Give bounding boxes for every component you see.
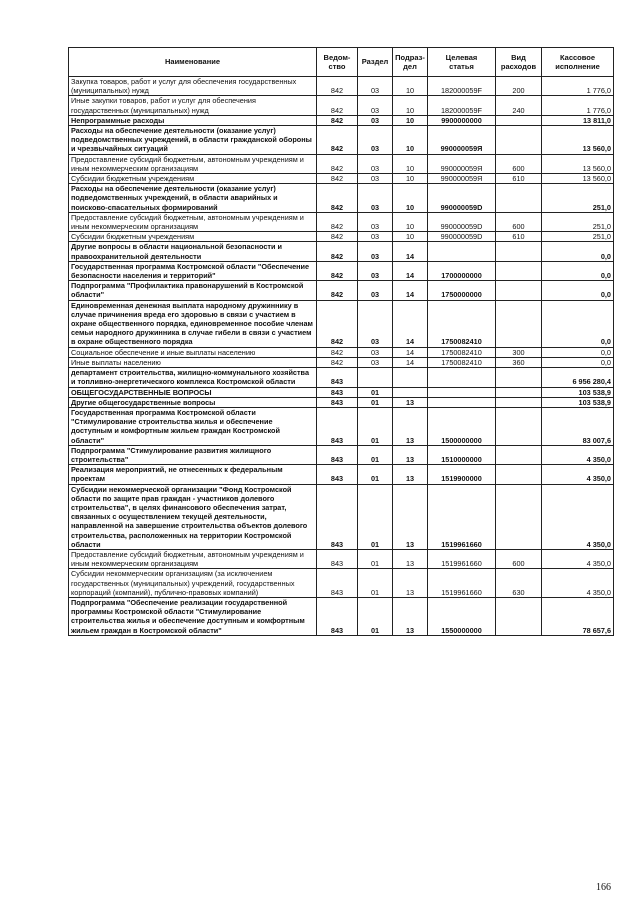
cell-podrazdel: 10 xyxy=(393,212,428,231)
cell-kassovoe-ispolnenie: 0,0 xyxy=(542,347,614,357)
header-celevaya-statya xyxy=(428,48,496,77)
cell-name: Социальное обеспечение и иные выплаты населению xyxy=(69,347,317,357)
cell-kassovoe-ispolnenie: 4 350,0 xyxy=(542,484,614,549)
cell-name: департамент строительства, жилищно-коммунального хозяйства и топливно-энергетического комплекса Костромской области xyxy=(69,368,317,387)
cell-vid-rashodov xyxy=(496,242,542,261)
cell-vedomstvo: 842 xyxy=(317,174,358,184)
cell-razdel xyxy=(358,368,393,387)
cell-vid-rashodov xyxy=(496,597,542,635)
header-vid-text: Вид расходов xyxy=(500,52,537,71)
table-row xyxy=(69,445,614,464)
cell-name: Субсидии бюджетным учреждениям xyxy=(69,174,317,184)
cell-vid-rashodov: 300 xyxy=(496,347,542,357)
cell-celevaya-statya: 1550000000 xyxy=(428,597,496,635)
cell-podrazdel: 10 xyxy=(393,126,428,155)
cell-name: Государственная программа Костромской области "Стимулирование строительства жилья и обеспечение доступным и комфортным жильем граждан Костромской области" xyxy=(69,407,317,445)
cell-celevaya-statya: 182000059F xyxy=(428,96,496,115)
cell-vedomstvo: 843 xyxy=(317,484,358,549)
cell-kassovoe-ispolnenie: 0,0 xyxy=(542,261,614,280)
cell-vedomstvo: 842 xyxy=(317,281,358,300)
cell-vedomstvo: 842 xyxy=(317,212,358,231)
table-row xyxy=(69,174,614,184)
cell-celevaya-statya: 990000059D xyxy=(428,184,496,213)
cell-name: Предоставление субсидий бюджетным, автономным учреждениям и иным некоммерческим организациям xyxy=(69,212,317,231)
cell-kassovoe-ispolnenie: 251,0 xyxy=(542,232,614,242)
cell-podrazdel: 13 xyxy=(393,445,428,464)
cell-razdel: 01 xyxy=(358,387,393,397)
table-body xyxy=(69,77,614,636)
cell-celevaya-statya: 1750082410 xyxy=(428,347,496,357)
table-header-row xyxy=(69,48,614,77)
cell-razdel: 01 xyxy=(358,465,393,484)
cell-razdel: 03 xyxy=(358,242,393,261)
cell-podrazdel: 10 xyxy=(393,174,428,184)
cell-vedomstvo: 842 xyxy=(317,77,358,96)
cell-vid-rashodov: 360 xyxy=(496,357,542,367)
cell-razdel: 03 xyxy=(358,357,393,367)
cell-vid-rashodov xyxy=(496,397,542,407)
cell-razdel: 03 xyxy=(358,212,393,231)
cell-kassovoe-ispolnenie: 103 538,9 xyxy=(542,397,614,407)
header-celevaya-text: Целевая статья xyxy=(445,52,478,71)
cell-razdel: 03 xyxy=(358,77,393,96)
cell-kassovoe-ispolnenie: 0,0 xyxy=(542,281,614,300)
cell-razdel: 03 xyxy=(358,261,393,280)
table-row xyxy=(69,126,614,155)
cell-razdel: 01 xyxy=(358,407,393,445)
cell-podrazdel: 14 xyxy=(393,261,428,280)
cell-vedomstvo: 842 xyxy=(317,300,358,347)
cell-celevaya-statya: 990000059D xyxy=(428,212,496,231)
cell-name: Подпрограмма "Обеспечение реализации государственной программы Костромской области "Стимулирование строительства жилья и обеспечение доступным и комфортным жильем граждан в Костромской области" xyxy=(69,597,317,635)
cell-razdel: 01 xyxy=(358,549,393,568)
cell-celevaya-statya: 1510000000 xyxy=(428,445,496,464)
cell-vedomstvo: 842 xyxy=(317,96,358,115)
cell-celevaya-statya: 1700000000 xyxy=(428,261,496,280)
table-row xyxy=(69,368,614,387)
cell-vedomstvo: 842 xyxy=(317,357,358,367)
cell-vid-rashodov: 600 xyxy=(496,212,542,231)
cell-razdel: 03 xyxy=(358,174,393,184)
cell-vid-rashodov xyxy=(496,126,542,155)
cell-kassovoe-ispolnenie: 103 538,9 xyxy=(542,387,614,397)
cell-vid-rashodov: 600 xyxy=(496,154,542,173)
cell-name: Предоставление субсидий бюджетным, автономным учреждениям и иным некоммерческим организациям xyxy=(69,154,317,173)
cell-kassovoe-ispolnenie: 78 657,6 xyxy=(542,597,614,635)
header-vid-rashodov xyxy=(496,48,542,77)
cell-vedomstvo: 843 xyxy=(317,397,358,407)
cell-name: Непрограммные расходы xyxy=(69,115,317,125)
cell-name: Подпрограмма "Стимулирование развития жилищного строительства" xyxy=(69,445,317,464)
cell-celevaya-statya: 182000059F xyxy=(428,77,496,96)
cell-razdel: 03 xyxy=(358,184,393,213)
cell-name: Реализация мероприятий, не отнесенных к федеральным проектам xyxy=(69,465,317,484)
cell-podrazdel: 13 xyxy=(393,484,428,549)
header-podrazdel xyxy=(393,48,428,77)
table-row xyxy=(69,387,614,397)
table-row xyxy=(69,397,614,407)
cell-kassovoe-ispolnenie: 0,0 xyxy=(542,242,614,261)
cell-celevaya-statya: 9900000000 xyxy=(428,115,496,125)
cell-celevaya-statya: 990000059Я xyxy=(428,174,496,184)
cell-vedomstvo: 843 xyxy=(317,445,358,464)
cell-celevaya-statya: 1750000000 xyxy=(428,281,496,300)
cell-vid-rashodov xyxy=(496,300,542,347)
table-row xyxy=(69,184,614,213)
cell-vid-rashodov xyxy=(496,115,542,125)
cell-name: Иные выплаты населению xyxy=(69,357,317,367)
cell-celevaya-statya: 990000059Я xyxy=(428,126,496,155)
table-row xyxy=(69,212,614,231)
cell-celevaya-statya: 1519961660 xyxy=(428,484,496,549)
cell-podrazdel: 10 xyxy=(393,232,428,242)
cell-celevaya-statya: 1519961660 xyxy=(428,569,496,598)
cell-kassovoe-ispolnenie: 251,0 xyxy=(542,212,614,231)
cell-celevaya-statya xyxy=(428,387,496,397)
cell-vid-rashodov xyxy=(496,387,542,397)
cell-kassovoe-ispolnenie: 1 776,0 xyxy=(542,77,614,96)
page-number: 166 xyxy=(596,882,611,893)
cell-podrazdel: 14 xyxy=(393,242,428,261)
cell-vedomstvo: 843 xyxy=(317,465,358,484)
cell-celevaya-statya: 1519961660 xyxy=(428,549,496,568)
cell-name: Закупка товаров, работ и услуг для обеспечения государственных (муниципальных) нужд xyxy=(69,77,317,96)
cell-vid-rashodov xyxy=(496,445,542,464)
cell-podrazdel: 10 xyxy=(393,115,428,125)
cell-name: ОБЩЕГОСУДАРСТВЕННЫЕ ВОПРОСЫ xyxy=(69,387,317,397)
cell-razdel: 03 xyxy=(358,232,393,242)
cell-vedomstvo: 842 xyxy=(317,232,358,242)
cell-podrazdel: 14 xyxy=(393,300,428,347)
cell-kassovoe-ispolnenie: 6 956 280,4 xyxy=(542,368,614,387)
cell-podrazdel: 13 xyxy=(393,407,428,445)
table-row xyxy=(69,154,614,173)
cell-vid-rashodov: 610 xyxy=(496,232,542,242)
cell-name: Государственная программа Костромской области "Обеспечение безопасности населения и территорий" xyxy=(69,261,317,280)
cell-vedomstvo: 842 xyxy=(317,184,358,213)
header-kassovoe-ispolnenie xyxy=(542,48,614,77)
table-row xyxy=(69,597,614,635)
cell-podrazdel: 14 xyxy=(393,281,428,300)
cell-podrazdel: 13 xyxy=(393,397,428,407)
cell-podrazdel: 14 xyxy=(393,357,428,367)
table-row xyxy=(69,96,614,115)
cell-name: Субсидии бюджетным учреждениям xyxy=(69,232,317,242)
cell-vedomstvo: 843 xyxy=(317,407,358,445)
cell-vid-rashodov: 630 xyxy=(496,569,542,598)
cell-podrazdel: 13 xyxy=(393,549,428,568)
table-row xyxy=(69,347,614,357)
cell-vid-rashodov xyxy=(496,465,542,484)
cell-celevaya-statya xyxy=(428,368,496,387)
cell-kassovoe-ispolnenie: 13 560,0 xyxy=(542,174,614,184)
cell-celevaya-statya xyxy=(428,242,496,261)
cell-vid-rashodov xyxy=(496,184,542,213)
cell-name: Субсидии некоммерческим организациям (за исключением государственных (муниципальных) учреждений, государственных корпораций (компаний), публично-правовых компаний) xyxy=(69,569,317,598)
cell-celevaya-statya: 1750082410 xyxy=(428,300,496,347)
cell-podrazdel: 13 xyxy=(393,465,428,484)
table-row xyxy=(69,465,614,484)
cell-razdel: 01 xyxy=(358,569,393,598)
cell-celevaya-statya: 990000059D xyxy=(428,232,496,242)
table-row xyxy=(69,407,614,445)
cell-podrazdel: 10 xyxy=(393,154,428,173)
cell-vid-rashodov xyxy=(496,407,542,445)
cell-podrazdel: 13 xyxy=(393,569,428,598)
table-row xyxy=(69,281,614,300)
header-kassa-text: Кассовое исполнение xyxy=(555,52,600,71)
header-podrazdel-text: Подраз- дел xyxy=(395,52,425,71)
cell-vid-rashodov: 610 xyxy=(496,174,542,184)
table-row xyxy=(69,261,614,280)
cell-vid-rashodov: 200 xyxy=(496,77,542,96)
cell-razdel: 03 xyxy=(358,115,393,125)
cell-celevaya-statya xyxy=(428,397,496,407)
header-razdel: Раздел xyxy=(358,48,393,77)
cell-vid-rashodov xyxy=(496,368,542,387)
cell-vedomstvo: 842 xyxy=(317,347,358,357)
cell-razdel: 01 xyxy=(358,484,393,549)
cell-kassovoe-ispolnenie: 83 007,6 xyxy=(542,407,614,445)
cell-podrazdel: 14 xyxy=(393,347,428,357)
cell-vedomstvo: 842 xyxy=(317,126,358,155)
cell-name: Подпрограмма "Профилактика правонарушений в Костромской области" xyxy=(69,281,317,300)
cell-celevaya-statya: 1500000000 xyxy=(428,407,496,445)
cell-podrazdel: 10 xyxy=(393,77,428,96)
table-row xyxy=(69,77,614,96)
cell-celevaya-statya: 990000059Я xyxy=(428,154,496,173)
cell-name: Единовременная денежная выплата народному дружиннику в случае причинения вреда его здоровью в связи с участием в охране общественного порядка, единовременное пособие членам семьи народного дружинника в случае гибели в связи с участием в охране общественного порядка xyxy=(69,300,317,347)
cell-kassovoe-ispolnenie: 4 350,0 xyxy=(542,465,614,484)
cell-name: Субсидии некоммерческой организации "Фонд Костромской области по защите прав граждан - участников долевого строительства", в целях финансового обеспечения затрат, связанных с осуществлением текущей деятельности, направленной на завершение строительства объектов долевого строительства, расположенных на территории Костромской области xyxy=(69,484,317,549)
cell-kassovoe-ispolnenie: 4 350,0 xyxy=(542,445,614,464)
cell-vedomstvo: 843 xyxy=(317,368,358,387)
cell-razdel: 03 xyxy=(358,347,393,357)
cell-vid-rashodov xyxy=(496,261,542,280)
cell-vedomstvo: 843 xyxy=(317,597,358,635)
cell-kassovoe-ispolnenie: 13 560,0 xyxy=(542,154,614,173)
cell-name: Другие общегосударственные вопросы xyxy=(69,397,317,407)
cell-kassovoe-ispolnenie: 4 350,0 xyxy=(542,569,614,598)
cell-name: Расходы на обеспечение деятельности (оказание услуг) подведомственных учреждений, в области гражданской обороны и чрезвычайных ситуаций xyxy=(69,126,317,155)
cell-name: Иные закупки товаров, работ и услуг для обеспечения государственных (муниципальных) нужд xyxy=(69,96,317,115)
cell-vid-rashodov xyxy=(496,281,542,300)
cell-kassovoe-ispolnenie: 1 776,0 xyxy=(542,96,614,115)
cell-kassovoe-ispolnenie: 4 350,0 xyxy=(542,549,614,568)
cell-vid-rashodov: 600 xyxy=(496,549,542,568)
cell-vid-rashodov xyxy=(496,484,542,549)
cell-razdel: 01 xyxy=(358,445,393,464)
table-row xyxy=(69,242,614,261)
cell-razdel: 03 xyxy=(358,126,393,155)
cell-celevaya-statya: 1519900000 xyxy=(428,465,496,484)
cell-vedomstvo: 843 xyxy=(317,569,358,598)
cell-vedomstvo: 842 xyxy=(317,115,358,125)
cell-podrazdel: 13 xyxy=(393,597,428,635)
table-row xyxy=(69,569,614,598)
cell-razdel: 03 xyxy=(358,300,393,347)
cell-vedomstvo: 843 xyxy=(317,387,358,397)
table-row xyxy=(69,484,614,549)
cell-name: Расходы на обеспечение деятельности (оказание услуг) подведомственных учреждений, в области аварийных и поисково-спасательных формирований xyxy=(69,184,317,213)
cell-name: Предоставление субсидий бюджетным, автономным учреждениям и иным некоммерческим организациям xyxy=(69,549,317,568)
table-row xyxy=(69,115,614,125)
cell-podrazdel xyxy=(393,387,428,397)
cell-razdel: 03 xyxy=(358,154,393,173)
cell-vid-rashodov: 240 xyxy=(496,96,542,115)
cell-podrazdel: 10 xyxy=(393,96,428,115)
cell-kassovoe-ispolnenie: 0,0 xyxy=(542,357,614,367)
table-row xyxy=(69,232,614,242)
cell-vedomstvo: 842 xyxy=(317,261,358,280)
cell-vedomstvo: 842 xyxy=(317,154,358,173)
cell-razdel: 03 xyxy=(358,281,393,300)
cell-vedomstvo: 843 xyxy=(317,549,358,568)
cell-kassovoe-ispolnenie: 13 811,0 xyxy=(542,115,614,125)
cell-podrazdel: 10 xyxy=(393,184,428,213)
cell-razdel: 01 xyxy=(358,597,393,635)
header-vedomstvo-text: Ведом- ство xyxy=(323,52,351,71)
cell-kassovoe-ispolnenie: 251,0 xyxy=(542,184,614,213)
cell-razdel: 01 xyxy=(358,397,393,407)
budget-table xyxy=(68,47,614,636)
cell-celevaya-statya: 1750082410 xyxy=(428,357,496,367)
header-name: Наименование xyxy=(69,48,317,77)
table-row xyxy=(69,549,614,568)
cell-name: Другие вопросы в области национальной безопасности и правоохранительной деятельности xyxy=(69,242,317,261)
cell-podrazdel xyxy=(393,368,428,387)
header-vedomstvo xyxy=(317,48,358,77)
table-row xyxy=(69,357,614,367)
cell-razdel: 03 xyxy=(358,96,393,115)
cell-kassovoe-ispolnenie: 0,0 xyxy=(542,300,614,347)
table-row xyxy=(69,300,614,347)
cell-kassovoe-ispolnenie: 13 560,0 xyxy=(542,126,614,155)
cell-vedomstvo: 842 xyxy=(317,242,358,261)
